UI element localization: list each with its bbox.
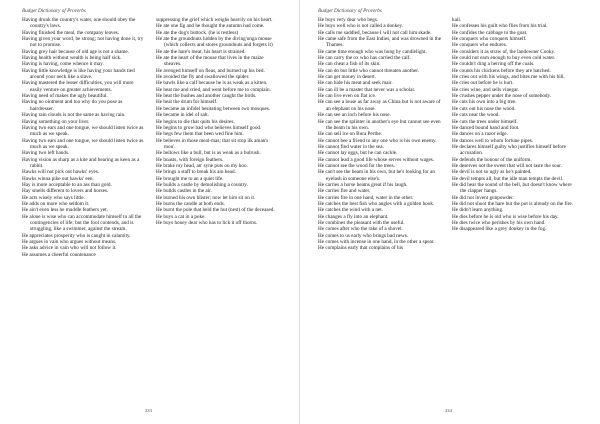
proverb-entry: He beat me and cried, and went before me to complain. [156, 86, 271, 93]
proverb-entry: He alone is wise who can accommodate himself to all the contingencies of life; but the fool contends, and is struggling, like a swimmer, against the stream. [22, 213, 142, 233]
proverb-entry: He burns the candle at both ends. [156, 200, 226, 207]
proverb-entry: Having drunk the country's water, one should obey the country's laws. [22, 17, 136, 30]
proverb-entry: He catches the best fish who angles with a golden hook. [318, 200, 435, 207]
proverb-entry: He buys a cat in a poke. [156, 213, 206, 220]
proverb-entry: Having no ointment and too why do you pose as hairdresser. [22, 99, 123, 112]
proverb-entry: He can hide his meat and seek mair. [318, 80, 393, 87]
proverb-entry: He can ill be a master that never was a scholar. [318, 86, 416, 93]
entries-column-b [156, 17, 280, 226]
proverb-entry: He carries a horse beams great if his laugh. [318, 181, 408, 188]
proverb-entry: He changes a fly into an elephant. [318, 213, 389, 220]
proverb-entry: He did not invent gunpowder. [452, 194, 514, 201]
proverb-entry: He can carry the ox who has carried the calf. [318, 55, 411, 62]
proverb-entry: He can see an inch before his nose. [318, 112, 391, 119]
proverb-entry: He came safe from the East Indies, and was drowned in the Thames. [318, 36, 442, 49]
proverb-entry: He cannot bee a friend to any one who is his own enemy. [318, 137, 437, 144]
proverb-entry: He can see the splinter in another's eye but cannot see even the beam in his own. [318, 118, 441, 131]
proverb-entry: Having grey hair because of old age is not a shame. [22, 48, 130, 55]
proverb-entry: He builds castles in the air. [156, 188, 212, 195]
proverb-entry: He cannot find water in the sea. [318, 143, 384, 150]
proverb-entry: He builds a castle by demolishing a country. [156, 181, 248, 188]
proverb-entry: He dies before he is old who is wise before his day. [452, 213, 559, 220]
proverb-entry: He cries wine, and sells vinegar. [452, 86, 519, 93]
proverb-entry: He beat the bushes and another caught the birds. [156, 93, 257, 100]
proverb-entry: He ate the hare's meat, his heart is strained. [156, 48, 246, 55]
proverb-entry: He brake my head, an' syne puts on my hoo. [156, 162, 248, 169]
proverb-entry: He can get money in desert. [318, 74, 376, 81]
proverb-entry: Having two left hands. [22, 150, 70, 157]
proverb-entry: He can live even on flat ice. [318, 93, 377, 100]
entries-column-a [318, 17, 442, 252]
proverb-entry: He begins to grow bad who believes himself good. [156, 124, 262, 131]
proverb-entry: He bellows like a bull, but is as weak as a bulrush. [156, 150, 261, 157]
proverb-entry: He carries fire in one hand, water in the other. [318, 194, 414, 201]
proverb-entry: He buys well who is not called a donkey. [318, 23, 404, 30]
proverb-entry: He did hear the sound of the bell, but doesn't know where the clapper hangs. [452, 181, 572, 195]
proverb-entry: He cuts near the wood. [452, 112, 500, 119]
proverb-entry: Having health without wealth is being half sick. [22, 55, 122, 62]
proverb-entry: He burned his own blister; now let him sit on it. [156, 194, 256, 201]
proverb-entry: He became in idel of salt. [156, 112, 210, 119]
proverb-entry: He confides the cabbage to the goat. [452, 29, 528, 36]
proverb-entry: He didn't learn anything. [452, 207, 504, 214]
proverb-entry: He ate the dog's buttock. (he is restless) [156, 29, 239, 36]
proverb-entry: Having given your word, be strong; not having done it, try not to promise. [22, 36, 144, 49]
proverb-entry: Having two ears and one tongue, we should listen twice as much as we speak. [22, 137, 144, 150]
running-head: Budget Dictionary of Proverbs [318, 8, 382, 14]
proverb-entry: He comes with incense in one hand, in the other a spear. [318, 239, 435, 246]
proverb-entry: He can see a louse as far away as China but is not aware of an elephant on his nose. [318, 99, 441, 112]
right-page [300, 0, 600, 424]
proverb-entry: He cannot lay eggs, but he can cackle. [318, 150, 398, 157]
proverb-entry: He appreciates prosperity who is caught in calamity. [22, 232, 131, 239]
proverb-entry: He buys very dear who begs. [318, 17, 379, 23]
proverb-entry: He ate the heart of the mouse that lives in the maize sheaves. [156, 55, 264, 68]
proverb-entry: He counts his chickens before they are hatched. [452, 67, 551, 74]
proverb-entry: He burnt the pole that held the hut (nest) of the deceased. [156, 207, 275, 214]
proverb-entry: He brought me to an a quiet life. [156, 175, 224, 182]
proverb-entry: He crushes pepper under the nose of somebody. [452, 93, 552, 100]
proverb-entry: Hay is more acceptable to an ass than gold. [22, 181, 112, 188]
proverb-entry: He begins to die that quits his desires. [156, 118, 235, 125]
proverb-entry: He ate one fig and he thought the autumn had come. [156, 23, 265, 30]
proverb-entry: He ate the groundnuts hidden by the diving'onga mouse (which collects and stores groundnuts and forgets it) [156, 36, 273, 49]
proverb-entry: He carries fire and water. [318, 188, 371, 195]
proverb-entry: Hawks will not pick out hawks' eyes. [22, 169, 100, 176]
proverb-entry: suppressing the grief which weighs heavily on his heart. [156, 17, 273, 23]
proverb-entry: He devil is not so ugly as he's painted. [452, 169, 532, 176]
entries-column-b [452, 17, 578, 233]
proverb-entry: He calls me saddled, because I will not call him skade. [318, 29, 432, 36]
proverb-entry: He can do but little who cannot threaten another. [318, 67, 419, 74]
proverb-entry: He buys honey dear who has to lick it off thorns. [156, 220, 258, 226]
proverb-entry: Having rain clouds is not the same as having rain. [22, 112, 126, 119]
proverb-entry: He did not shoot the hare but the pot is already on the fire. [452, 200, 574, 207]
proverb-entry: Having finished the meal, the company leaves. [22, 29, 120, 36]
proverb-entry: He cannot see the wood for the trees. [318, 162, 395, 169]
proverb-entry: He danced bound hand and foot. [452, 124, 520, 131]
proverb-entry: Having need of makes the ugly beautiful. [22, 93, 108, 100]
proverb-entry: He boasts, with foreign feathers. [156, 156, 224, 163]
proverb-entry: He can sell ice on Bura Perthe. [318, 131, 383, 138]
proverb-entry: He ain't even less he muddle feathers yet. [22, 207, 108, 214]
proverb-entry: He begs few them that been wed fine him. [156, 131, 244, 138]
proverb-entry: He came time enough who was hung by candlelight. [318, 48, 427, 55]
entries-column-a [22, 17, 146, 258]
proverb-entry: He cuts his own into a big tree. [452, 99, 517, 106]
proverb-entry: He assumes a cheerful countenance [22, 251, 96, 258]
proverb-entry: He conquers who endures. [452, 42, 508, 49]
proverb-entry: He complains early that complains of his [318, 245, 403, 252]
proverb-entry: He avoided the fly and swallowed the spider. [156, 74, 250, 81]
proverb-entry: He considers it as straw of, the landowner Cooky. [452, 48, 556, 55]
page-number: 233 [145, 408, 152, 413]
proverb-entry: Having vision as sharp as a kite and hearing as keen as a rabbit. [22, 156, 140, 169]
proverb-entry: He cannot lead a good life whose serves without wages. [318, 156, 435, 163]
proverb-entry: He confesses his guilt who flies from his trial. [452, 23, 548, 30]
proverb-entry: He can't see the beam in his own, but he's looking for an eyelash in someone else's. [318, 169, 435, 182]
proverb-entry: He deserves not the sweet that will not taste the sour. [452, 162, 562, 169]
proverb-entry: Hay smells different to lovers and horses. [22, 188, 109, 195]
proverb-entry: He beat the drum for himself. [156, 99, 218, 106]
proverb-entry: He cuts the trees under himself. [452, 118, 518, 125]
proverb-entry: Having two ears and one tongue, we should listen twice as much as we speak. [22, 124, 144, 138]
proverb-entry: Having mastered the lesser difficulties, you will more easily venture on greater achievements. [22, 80, 134, 93]
proverb-entry: He became an infidel hesitating between two mosques. [156, 105, 271, 112]
proverb-entry: He combines the pleasant with the useful. [318, 220, 405, 226]
proverb-entry: He cries out before he is hurt. [452, 80, 514, 87]
proverb-entry: He avenged himself on fleas, and burned up his bed. [156, 67, 265, 74]
proverb-entry: He dances well to whom fortune pipes. [452, 137, 534, 144]
proverb-entry: He catches the wind with a net. [318, 207, 383, 214]
proverb-entry: He declares himself guilty who justifies himself before accusation. [452, 143, 566, 157]
proverb-entry: He devil tempts all, but the idle man tempts the devil. [452, 175, 564, 182]
proverb-entry: Hawks winna pike out hawks' een. [22, 175, 94, 182]
proverb-entry: He defends the honour of the uniform. [452, 156, 532, 163]
proverb-entry: He acts wisely who says little. [22, 194, 85, 201]
proverb-entry: kail. [452, 17, 462, 23]
proverb-entry: He cuts out his nose the wood. [452, 105, 516, 112]
proverb-entry: Having little knowledge is like having your hands tied around your neck like a slave. [22, 67, 135, 81]
proverb-entry: He could not earn enough to buy even cold water. [452, 55, 556, 62]
proverb-entry: He disappeared like a grey donkey in the fog. [452, 226, 547, 233]
proverb-entry: He bawls like a calf because he is as weak as a kitten. [156, 80, 268, 87]
page-number: 234 [445, 408, 452, 413]
proverb-entry: He couldn't drag a herring off the coals. [452, 61, 535, 68]
proverb-entry: He dances on a razor edge. [452, 131, 508, 138]
proverb-entry: He conquers who conquers himself. [452, 36, 527, 43]
proverb-entry: He dies twice who perishes by his own hand. [452, 220, 546, 226]
proverb-entry: He believes in those meal-mas; that sit stop ilk aman's mou'. [156, 137, 269, 150]
proverb-entry: Having something on your liver. [22, 118, 90, 125]
proverb-entry: He can cheat a fish of its skin. [318, 61, 381, 68]
proverb-entry: He cries out with his wings, and bites me with his bill. [452, 74, 565, 81]
proverb-entry: Having is having, come whence it may. [22, 61, 104, 68]
proverb-entry: He brings a staff to break his ain head. [156, 169, 236, 176]
proverb-entry: He asks advice in vain who will not follow it. [22, 245, 117, 252]
proverb-entry: He argues in vain who argues without means. [22, 239, 117, 246]
proverb-entry: He adds on more who seldom it. [22, 200, 90, 207]
running-head: Budget Dictionary of Proverbs [22, 8, 86, 14]
proverb-entry: He comes to us early who brings bad news. [318, 232, 409, 239]
proverb-entry: He comes after who the rake of a shovel. [318, 226, 403, 233]
